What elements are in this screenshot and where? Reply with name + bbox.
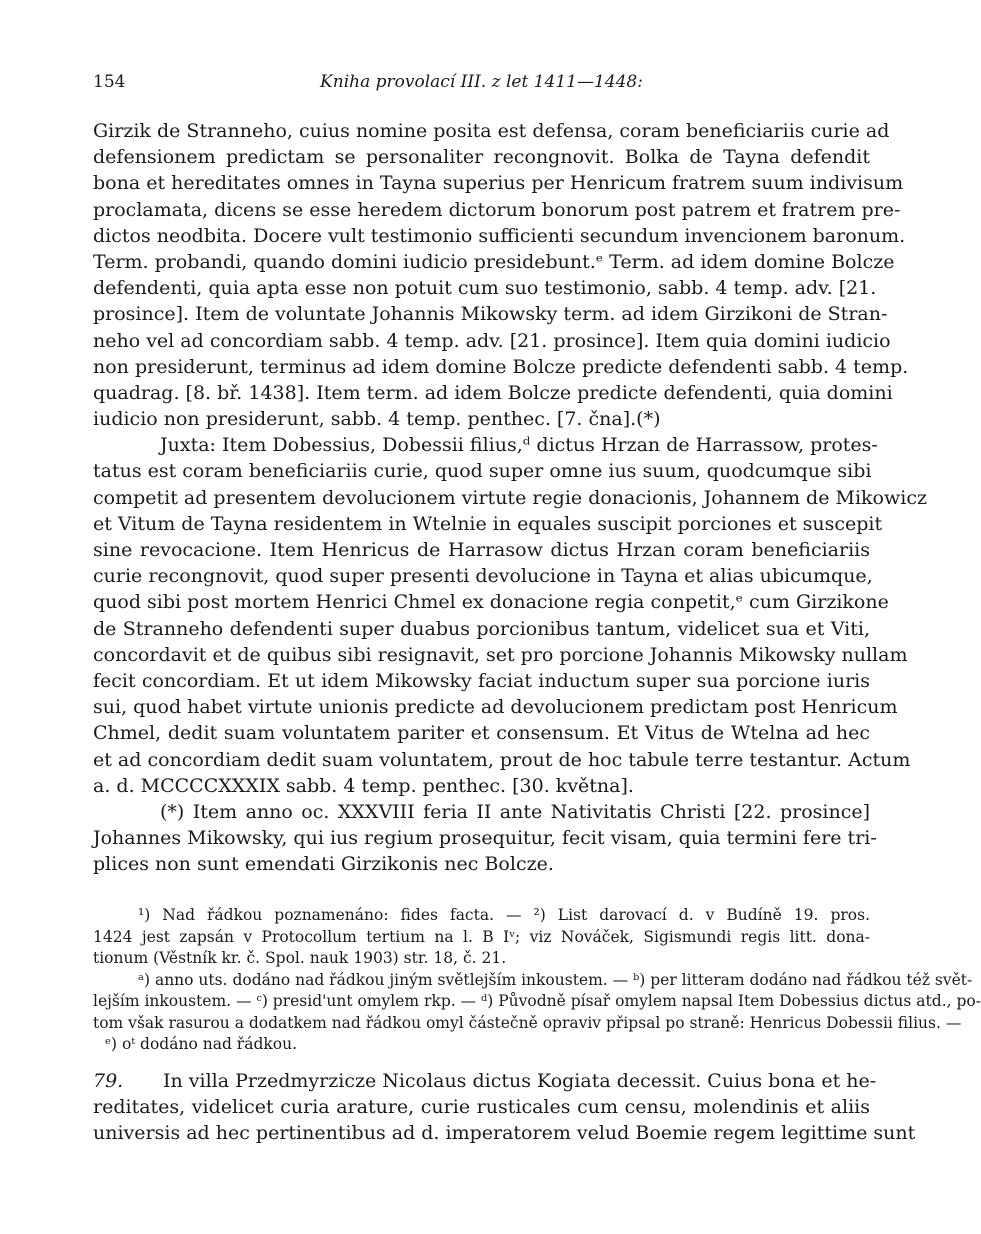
entry-line: In villa Przedmyrzicze Nicolaus dictus Kogiata decessit. Cuius bona et he- [163, 1070, 877, 1092]
text-line: defendenti, quia apta esse non potuit cum suo testimonio, sabb. 4 temp. adv. [21. [93, 277, 877, 300]
footnote-line: ¹) Nad řádkou poznamenáno: fides facta. — ²) List darovací d. v Budíně 19. pros. [138, 906, 870, 924]
entry-line: reditates, videlicet curia arature, curie rusticales cum censu, molendinis et aliis [93, 1096, 870, 1119]
entry-line: universis ad hec pertinentibus ad d. imperatorem velud Boemie regem legittime sunt [93, 1122, 916, 1145]
text-line: Johannes Mikowsky, qui ius regium prosequitur, fecit visam, quia termini fere tri- [93, 827, 877, 850]
footnote-line: lejším inkoustem. — ᶜ) presid'unt omylem rkp. — ᵈ) Původně písař omylem napsal Item Dobessius dictus atd., po- [93, 992, 981, 1010]
text-line: fecit concordiam. Et ut idem Mikowsky faciat inductum super sua porcione iuris [93, 669, 870, 692]
running-title: Kniha provolací III. z let 1411—1448: [320, 72, 643, 92]
text-line: dictos neodbita. Docere vult testimonio sufficienti secundum invencionem baronum. [93, 224, 906, 247]
text-line: et ad concordiam dedit suam voluntatem, prout de hoc tabule terre testantur. Actum [93, 748, 911, 771]
text-line: Term. probandi, quando domini iudicio presidebunt.ᵉ Term. ad idem domine Bolcze [93, 250, 895, 273]
text-line: Chmel, dedit suam voluntatem pariter et consensum. Et Vitus de Wtelna ad hec [93, 722, 870, 745]
text-line: tatus est coram beneficiariis curie, quod super omne ius suum, quodcumque sibi [93, 460, 872, 483]
text-line: competit ad presentem devolucionem virtute regie donacionis, Johannem de Mikowicz [93, 486, 927, 509]
footnote-line: tionum (Věstník kr. č. Spol. nauk 1903) str. 18, č. 21. [93, 949, 507, 967]
entry-number: 79. [93, 1070, 124, 1092]
text-line: de Stranneho defendenti super duabus porcionibus tantum, videlicet sua et Viti, [93, 617, 870, 640]
footnote-line: tom však rasurou a dodatkem nad řádkou omyl částečně opraviv připsal po straně: Henricus Dobessii filius. — [93, 1013, 962, 1032]
text-line: a. d. MCCCCXXXIX sabb. 4 temp. penthec. [30. května]. [93, 774, 634, 797]
text-line: Juxta: Item Dobessius, Dobessii filius,ᵈ dictus Hrzan de Harrassow, protes- [160, 434, 878, 457]
text-line: Girzik de Stranneho, cuius nomine posita est defensa, coram beneficiariis curie ad [93, 120, 890, 142]
text-line: quod sibi post mortem Henrici Chmel ex donacione regia conpetit,ᵉ cum Girzikone [93, 591, 889, 614]
main-text [93, 118, 927, 877]
text-line: prosince]. Item de voluntate Johannis Mikowsky term. ad idem Girzikoni de Stran- [93, 303, 888, 326]
text-line: proclamata, dicens se esse heredem dictorum bonorum post patrem et fratrem pre- [93, 198, 901, 221]
text-line: non presiderunt, terminus ad idem domine Bolcze predicte defendenti sabb. 4 temp. [93, 355, 909, 378]
text-line: sui, quod habet virtute unionis predicte ad devolucionem predictam post Henricum [93, 696, 898, 719]
text-line: iudicio non presiderunt, sabb. 4 temp. penthec. [7. čna].(*) [93, 408, 661, 431]
text-line: sine revocacione. Item Henricus de Harrasow dictus Hrzan coram beneficiariis [93, 539, 870, 561]
text-line: (*) Item anno oc. XXXVIII feria II ante Nativitatis Christi [22. prosince] [160, 800, 870, 823]
text-line: bona et hereditates omnes in Tayna superius per Henricum fratrem suum indivisum [93, 172, 904, 195]
entry-first-line [93, 1068, 877, 1094]
text-line: neho vel ad concordiam sabb. 4 temp. adv. [21. prosince]. Item quia domini iudicio [93, 329, 891, 352]
text-line: concordavit et de quibus sibi resignavit, set pro porcione Johannis Mikowsky nullam [93, 643, 908, 666]
footnote-line: 1424 jest zapsán v Protocollum tertium na l. B Iᵛ; viz Nováček, Sigismundi regis litt. dona- [93, 927, 870, 946]
text-line: defensionem predictam se personaliter recongnovit. Bolka de Tayna defendit [93, 146, 870, 169]
footnote-line: ᵃ) anno uts. dodáno nad řádkou jiným světlejším inkoustem. — ᵇ) per litteram dodáno nad řádkou též svět- [138, 970, 973, 989]
page-header [93, 72, 870, 96]
entry-79 [93, 1068, 916, 1147]
footnote-line: ᵉ) oᵗ dodáno nad řádkou. [105, 1035, 297, 1053]
footnotes [93, 905, 981, 1056]
text-line: curie recongnovit, quod super presenti devolucione in Tayna et alias ubicumque, [93, 565, 873, 588]
text-line: et Vitum de Tayna residentem in Wtelnie in equales suscipit porciones et suscepit [93, 512, 883, 535]
text-line: plices non sunt emendati Girzikonis nec Bolcze. [93, 853, 554, 876]
text-line: quadrag. [8. bř. 1438]. Item term. ad idem Bolcze predicte defendenti, quia domini [93, 381, 893, 404]
page-number: 154 [93, 72, 126, 92]
